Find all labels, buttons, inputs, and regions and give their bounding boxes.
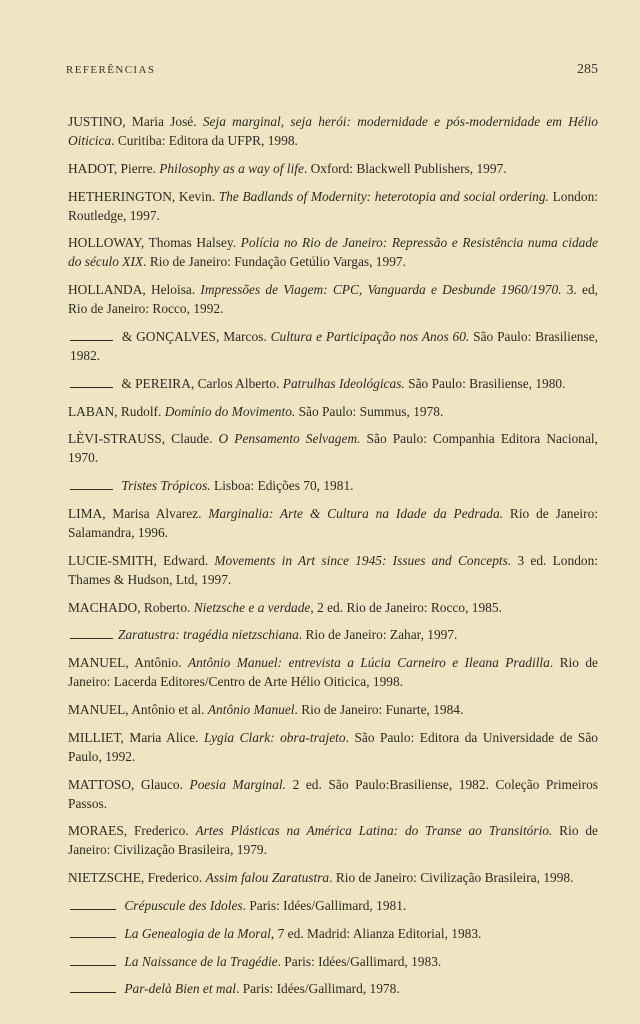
reference-entry: MACHADO, Roberto. Nietzsche e a verdade, 2 ed. Rio de Janeiro: Rocco, 1985.: [68, 599, 502, 615]
page-header: [66, 62, 598, 78]
reference-entry: HOLLOWAY, Thomas Halsey. Polícia no Rio de Janeiro: Repressão e Resistência numa cidade do século XIX. Rio de Janeiro: Fundação Getúlio Vargas, 1997.: [68, 235, 598, 270]
reference-entry: HOLLANDA, Heloisa. Impressões de Viagem: CPC, Vanguarda e Desbunde 1960/1970. 3. ed, Rio de Janeiro: Rocco, 1992.: [68, 282, 598, 317]
author-repeat-rule: [70, 386, 113, 388]
reference-entry: HADOT, Pierre. Philosophy as a way of life. Oxford: Blackwell Publishers, 1997.: [68, 160, 507, 176]
reference-entry: Par-delà Bien et mal. Paris: Idées/Gallimard, 1978.: [70, 979, 598, 998]
page-number: 285: [577, 62, 598, 77]
reference-entry: Tristes Trópicos. Lisboa: Edições 70, 1981.: [70, 476, 598, 495]
reference-entry: La Genealogia de la Moral, 7 ed. Madrid: Alianza Editorial, 1983.: [70, 924, 598, 943]
reference-entry: LÈVI-STRAUSS, Claude. O Pensamento Selvagem. São Paulo: Companhia Editora Nacional, 1970.: [68, 431, 598, 466]
reference-entry: Zaratustra: tragédia nietzschiana. Rio de Janeiro: Zahar, 1997.: [70, 625, 598, 644]
reference-entry: LABAN, Rudolf. Domínio do Movimento. São Paulo: Summus, 1978.: [68, 403, 444, 419]
reference-entry: MANUEL, Antônio. Antônio Manuel: entrevista a Lúcia Carneiro e Ileana Pradilla. Rio de Janeiro: Lacerda Editores/Centro de Arte Hélio Oiticica, 1998.: [68, 655, 598, 690]
reference-entry: LUCIE-SMITH, Edward. Movements in Art since 1945: Issues and Concepts. 3 ed. London: Thames & Hudson, Ltd, 1997.: [68, 552, 599, 587]
reference-entry: & GONÇALVES, Marcos. Cultura e Participação nos Anos 60. São Paulo: Brasiliense, 1982.: [70, 328, 598, 363]
author-repeat-rule: [70, 936, 116, 938]
author-repeat-rule: [70, 908, 116, 910]
reference-entry: MORAES, Frederico. Artes Plásticas na América Latina: do Transe ao Transitório. Rio de Janeiro: Civilização Brasileira, 1979.: [68, 823, 598, 858]
reference-entry: MILLIET, Maria Alice. Lygia Clark: obra-trajeto. São Paulo: Editora da Universidade de São Paulo, 1992.: [68, 729, 598, 764]
reference-entry: Crépuscule des Idoles. Paris: Idées/Gallimard, 1981.: [70, 896, 598, 915]
reference-entry: HETHERINGTON, Kevin. The Badlands of Modernity: heterotopia and social ordering. London: Routledge, 1997.: [68, 188, 598, 223]
author-repeat-rule: [70, 488, 113, 490]
running-head: REFERÊNCIAS: [66, 64, 156, 76]
reference-entry: & PEREIRA, Carlos Alberto. Patrulhas Ideológicas. São Paulo: Brasiliense, 1980.: [70, 374, 598, 393]
author-repeat-rule: [70, 637, 113, 639]
reference-entry: La Naissance de la Tragédie. Paris: Idées/Gallimard, 1983.: [70, 952, 598, 971]
author-repeat-rule: [70, 964, 116, 966]
reference-entry: MATTOSO, Glauco. Poesia Marginal. 2 ed. São Paulo:Brasiliense, 1982. Coleção Primeiros Passos.: [68, 776, 598, 811]
reference-list: [68, 112, 598, 1007]
reference-entry: MANUEL, Antônio et al. Antônio Manuel. Rio de Janeiro: Funarte, 1984.: [68, 701, 464, 717]
reference-entry: LIMA, Marisa Alvarez. Marginalia: Arte & Cultura na Idade da Pedrada. Rio de Janeiro: Salamandra, 1996.: [68, 505, 598, 540]
author-repeat-rule: [70, 339, 113, 341]
reference-entry: JUSTINO, Maria José. Seja marginal, seja herói: modernidade e pós-modernidade em Hélio Oiticica. Curitiba: Editora da UFPR, 1998.: [68, 114, 598, 148]
author-repeat-rule: [70, 991, 116, 993]
reference-entry: NIETZSCHE, Frederico. Assim falou Zaratustra. Rio de Janeiro: Civilização Brasileira, 1998.: [68, 870, 574, 886]
